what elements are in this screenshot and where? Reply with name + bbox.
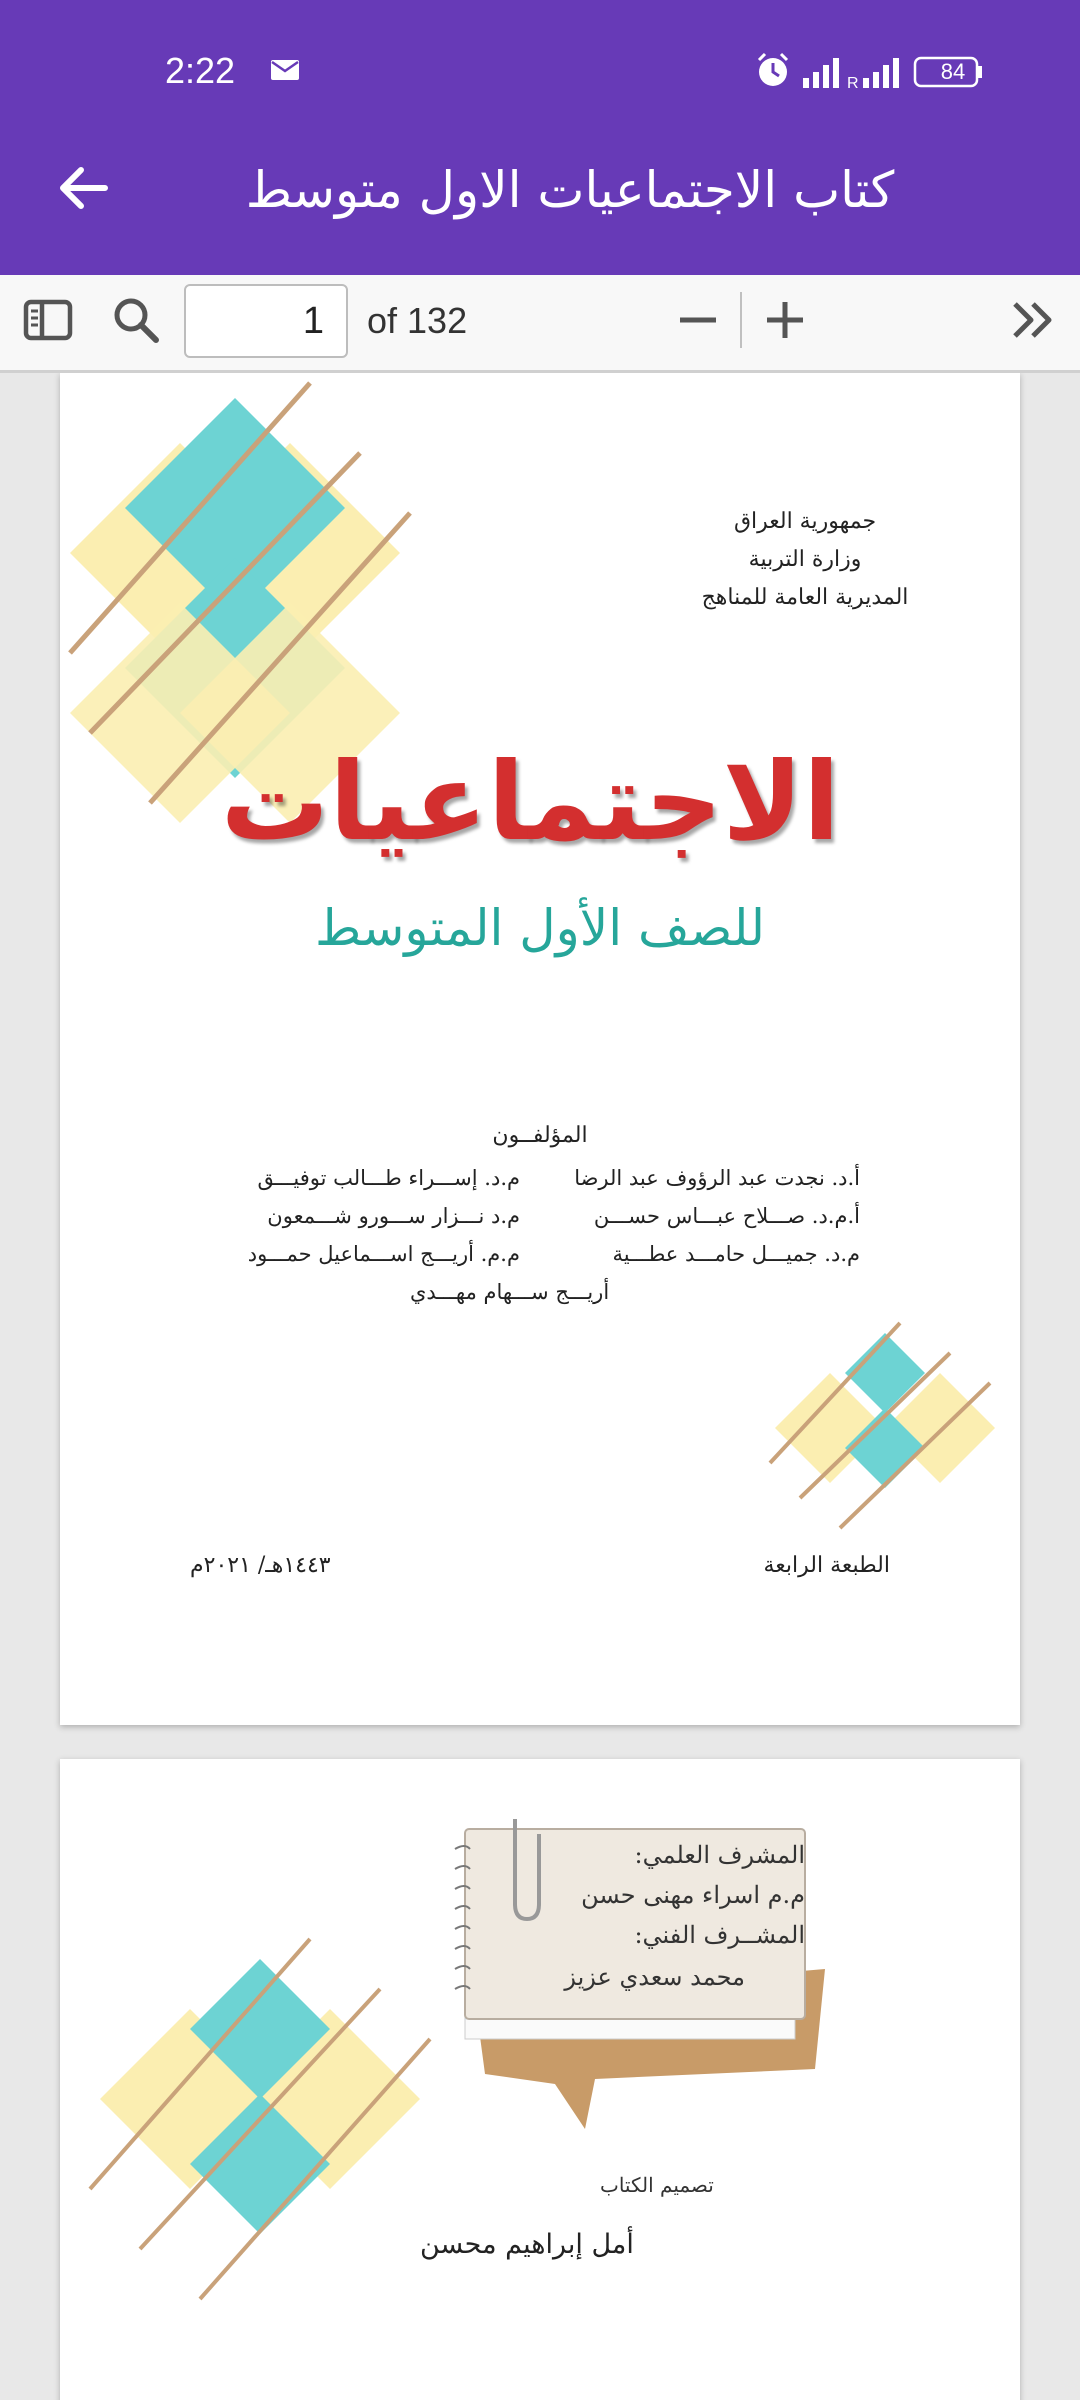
note-line: المشرف العلمي: bbox=[634, 1841, 805, 1869]
pdf-page-2 bbox=[60, 1759, 1020, 2400]
page-total: of 132 bbox=[367, 300, 468, 341]
designer-name: أمل إبراهيم محسن bbox=[420, 2229, 634, 2260]
author-name: م.د نـــزار ســـورو شـــمعون bbox=[267, 1204, 520, 1228]
ministry-line: وزارة التربية bbox=[748, 547, 862, 572]
status-time: 2:22 bbox=[165, 50, 236, 91]
toolbar-separator bbox=[740, 292, 742, 348]
design-label: تصميم الكتاب bbox=[600, 2173, 714, 2197]
svg-text:R: R bbox=[847, 75, 859, 92]
ministry-header bbox=[655, 503, 955, 617]
pdf-page-1 bbox=[60, 373, 1020, 1725]
roaming-signal-icon bbox=[847, 58, 899, 92]
author-name: م.د. إســـراء طـــالب توفيـــق bbox=[257, 1166, 520, 1190]
author-name: أ.م.د. صـــلاح عبـــاس حســـن bbox=[593, 1204, 860, 1228]
zoom-out-icon[interactable] bbox=[670, 292, 726, 348]
ministry-line: المديرية العامة للمناهج bbox=[701, 585, 909, 610]
mail-icon bbox=[270, 58, 300, 82]
arrow-left-icon[interactable] bbox=[55, 160, 111, 216]
note-line: محمد سعدي عزيز bbox=[564, 1963, 745, 1991]
battery-level: 84 bbox=[940, 59, 966, 84]
decorative-diamonds bbox=[80, 1929, 460, 2309]
alarm-icon bbox=[759, 54, 787, 86]
zoom-in-icon[interactable] bbox=[757, 292, 813, 348]
pdf-viewer[interactable] bbox=[0, 373, 1080, 2400]
author-name: م.م. أريـــج اســـماعيل حمـــود bbox=[247, 1242, 520, 1266]
decorative-diamonds-small bbox=[760, 1313, 1020, 1543]
app-title: كتاب الاجتماعيات الاول متوسط bbox=[245, 161, 895, 219]
status-bar bbox=[0, 0, 1080, 145]
book-title: الاجتماعيات bbox=[220, 740, 840, 865]
authors-heading: المؤلفــون bbox=[492, 1123, 588, 1148]
signal-icon bbox=[803, 58, 839, 88]
publication-year: ١٤٤٣هـ/ ٢٠٢١م bbox=[190, 1553, 331, 1578]
note-line: م.م اسراء مهنى حسن bbox=[581, 1881, 805, 1909]
author-name: أريـــج ســـهام مهـــدي bbox=[410, 1280, 610, 1304]
book-subtitle: للصف الأول المتوسط bbox=[315, 899, 765, 957]
double-chevron-right-icon[interactable] bbox=[1005, 292, 1061, 348]
author-name: أ.د. نجدت عبد الرؤوف عبد الرضا bbox=[574, 1166, 860, 1190]
sidebar-toggle-icon[interactable] bbox=[20, 292, 76, 348]
edition-label: الطبعة الرابعة bbox=[763, 1553, 890, 1578]
page-number-input[interactable]: 1 bbox=[184, 284, 348, 358]
author-name: م.د. جميـــل حامـــد عطـــية bbox=[612, 1242, 860, 1266]
ministry-line: جمهورية العراق bbox=[733, 509, 877, 534]
note-line: المشــرف الفني: bbox=[634, 1921, 805, 1949]
search-icon[interactable] bbox=[108, 292, 164, 348]
